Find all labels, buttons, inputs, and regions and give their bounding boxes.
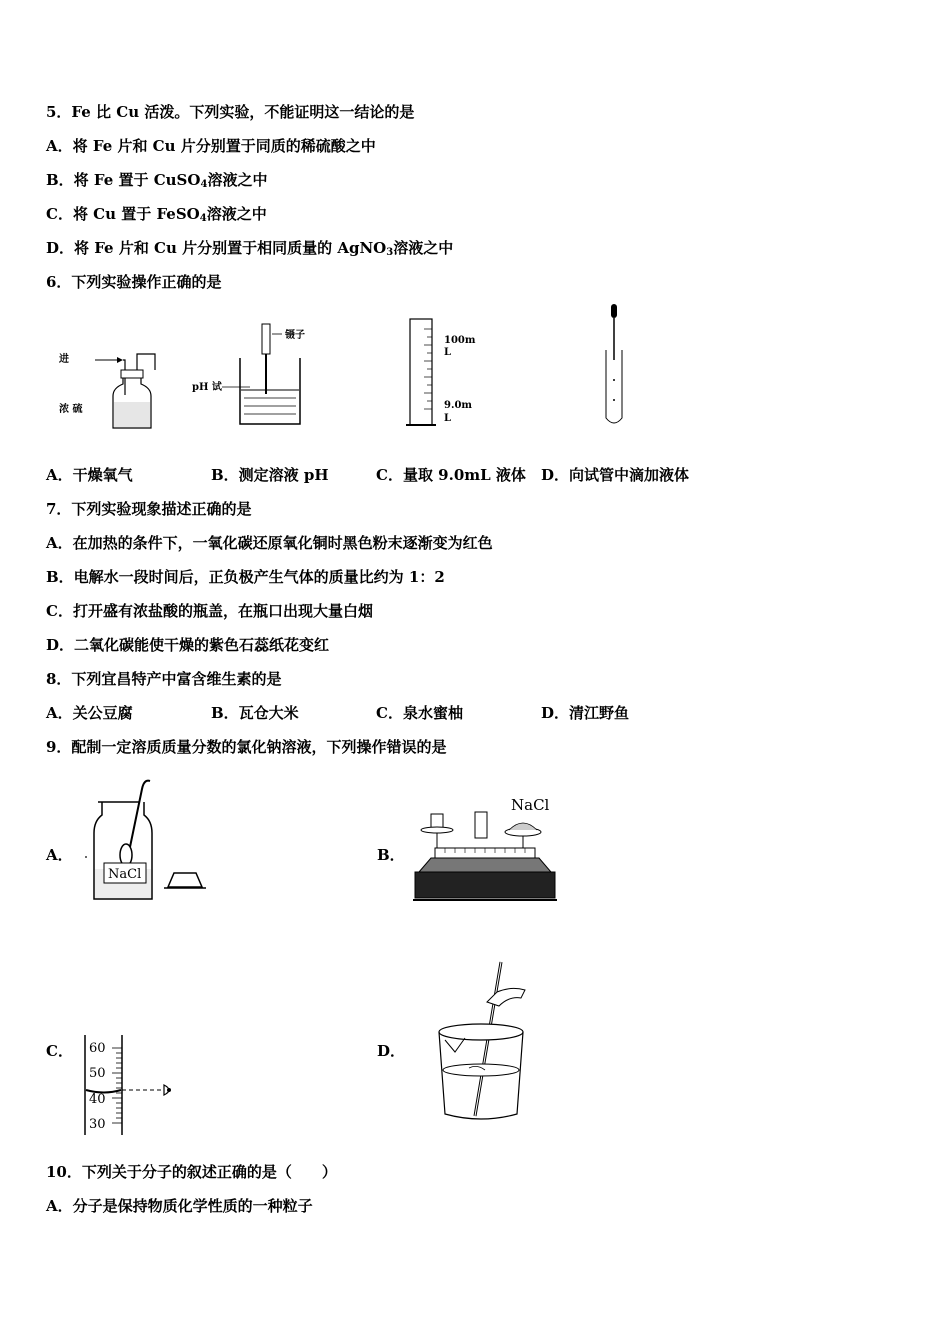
spoon-handle <box>130 781 150 847</box>
q5-option-d <box>46 238 453 263</box>
q6-label-tweezers: 镊子 <box>285 330 305 341</box>
q6-figure-gas-bottle <box>55 340 165 435</box>
cyl-tick-60: 60 <box>89 1041 106 1056</box>
acid-liquid <box>114 402 150 427</box>
test-tube <box>606 350 622 423</box>
nacl-pile <box>509 823 537 830</box>
q6-label-in: 进 <box>59 354 69 365</box>
q5-option-c <box>46 204 267 229</box>
q5-d-sub: 3 <box>386 247 394 258</box>
q6-figure-ph-beaker <box>190 320 330 435</box>
drop <box>613 379 615 381</box>
balance-base <box>415 872 555 898</box>
q5-c-post: 溶液之中 <box>206 205 267 223</box>
q7-option-b: B．电解水一段时间后，正负极产生气体的质量比约为 1：2 <box>46 568 445 586</box>
q7-option-d: D．二氧化碳能使干燥的紫色石蕊纸花变红 <box>46 636 330 654</box>
cylinder-scale-ticks <box>112 1048 122 1123</box>
q6-stem: 6．下列实验操作正确的是 <box>46 273 222 291</box>
q9-figure-balance <box>405 792 565 907</box>
balance-top <box>419 858 551 872</box>
q6-label-ph-paper: pH 试 <box>192 382 222 393</box>
hand-icon <box>487 988 525 1006</box>
q6-option-d: D．向试管中滴加液体 <box>541 466 690 484</box>
q8-option-d: D．清江野鱼 <box>541 704 630 722</box>
tweezers <box>262 324 270 354</box>
q5-option-a: A．将 Fe 片和 Cu 片分别置于同质的稀硫酸之中 <box>46 137 376 155</box>
q9-figure-cylinder-reading <box>80 1033 190 1138</box>
q5-option-b <box>46 170 267 195</box>
beaker-rim <box>439 1024 523 1040</box>
cyl-tick-50: 50 <box>89 1066 106 1081</box>
q5-d-post: 溶液之中 <box>393 239 454 257</box>
q10-option-a: A．分子是保持物质化学性质的一种粒子 <box>46 1197 313 1215</box>
q9-label-a: A． <box>46 846 73 864</box>
q8-option-c: C．泉水蜜柚 <box>376 704 463 722</box>
drop <box>613 399 615 401</box>
cyl-tick-40: 40 <box>89 1092 106 1107</box>
q9-label-d: D． <box>377 1042 406 1060</box>
liquid-hatch <box>244 398 296 414</box>
q6-figure-cylinder <box>400 315 500 435</box>
q8-option-b: B．瓦仓大米 <box>211 704 299 722</box>
q5-c-text: C．将 Cu 置于 FeSO <box>46 205 200 223</box>
q6-figure-test-tube <box>595 300 635 430</box>
arrow-head-icon <box>117 357 123 363</box>
dot <box>85 856 87 858</box>
outlet-tube <box>137 354 155 370</box>
q9-label-c: C． <box>46 1042 73 1060</box>
q5-b-text: B．将 Fe 置于 CuSO <box>46 171 201 189</box>
stopper <box>121 370 143 378</box>
q5-d-text: D．将 Fe 片和 Cu 片分别置于相同质量的 AgNO <box>46 239 387 257</box>
beaker-spout <box>445 1038 465 1052</box>
q8-option-a: A．关公豆腐 <box>46 704 133 722</box>
q8-stem: 8．下列宜昌特产中富含维生素的是 <box>46 670 282 688</box>
q7-option-c: C．打开盛有浓盐酸的瓶盖，在瓶口出现大量白烟 <box>46 602 373 620</box>
q7-option-a: A．在加热的条件下，一氧化碳还原氧化铜时黑色粉末逐渐变为红色 <box>46 534 493 552</box>
weight <box>431 814 443 828</box>
q9-figure-stirring-beaker <box>425 958 545 1128</box>
q5-b-post: 溶液之中 <box>207 171 268 189</box>
q7-stem: 7．下列实验现象描述正确的是 <box>46 500 252 518</box>
q6-option-a: A．干燥氧气 <box>46 466 133 484</box>
eye-pupil-icon <box>167 1088 171 1092</box>
dropper-bulb <box>611 304 617 318</box>
q6-label-9ml: 9.0m <box>444 400 472 411</box>
q6-label-conc-acid: 浓 硫 <box>59 404 83 415</box>
q6-label-l2: L <box>444 413 452 424</box>
q9-label-b: B． <box>377 846 405 864</box>
cyl-tick-30: 30 <box>89 1117 106 1132</box>
q10-stem: 10．下列关于分子的叙述正确的是（ ） <box>46 1163 337 1181</box>
left-pan <box>421 827 453 833</box>
balance-pointer-post <box>475 812 487 838</box>
q9-figure-reagent-bottle <box>80 775 215 905</box>
q9-nacl-label-a: NaCl <box>108 867 142 882</box>
bottle-stopper <box>168 873 202 887</box>
q5-b-sub: 4 <box>200 179 208 190</box>
q5-stem: 5．Fe 比 Cu 活泼。下列实验，不能证明这一结论的是 <box>46 103 415 121</box>
q9-nacl-label-b: NaCl <box>511 796 550 814</box>
q9-stem: 9．配制一定溶质质量分数的氯化钠溶液，下列操作错误的是 <box>46 738 447 756</box>
q5-c-sub: 4 <box>199 213 207 224</box>
q6-option-c: C．量取 9.0mL 液体 <box>376 466 526 484</box>
solution-surface <box>443 1064 519 1076</box>
q6-option-b: B．测定溶液 pH <box>211 466 329 484</box>
q6-label-100ml: 100m <box>444 335 476 346</box>
q6-label-l1: L <box>444 347 452 358</box>
